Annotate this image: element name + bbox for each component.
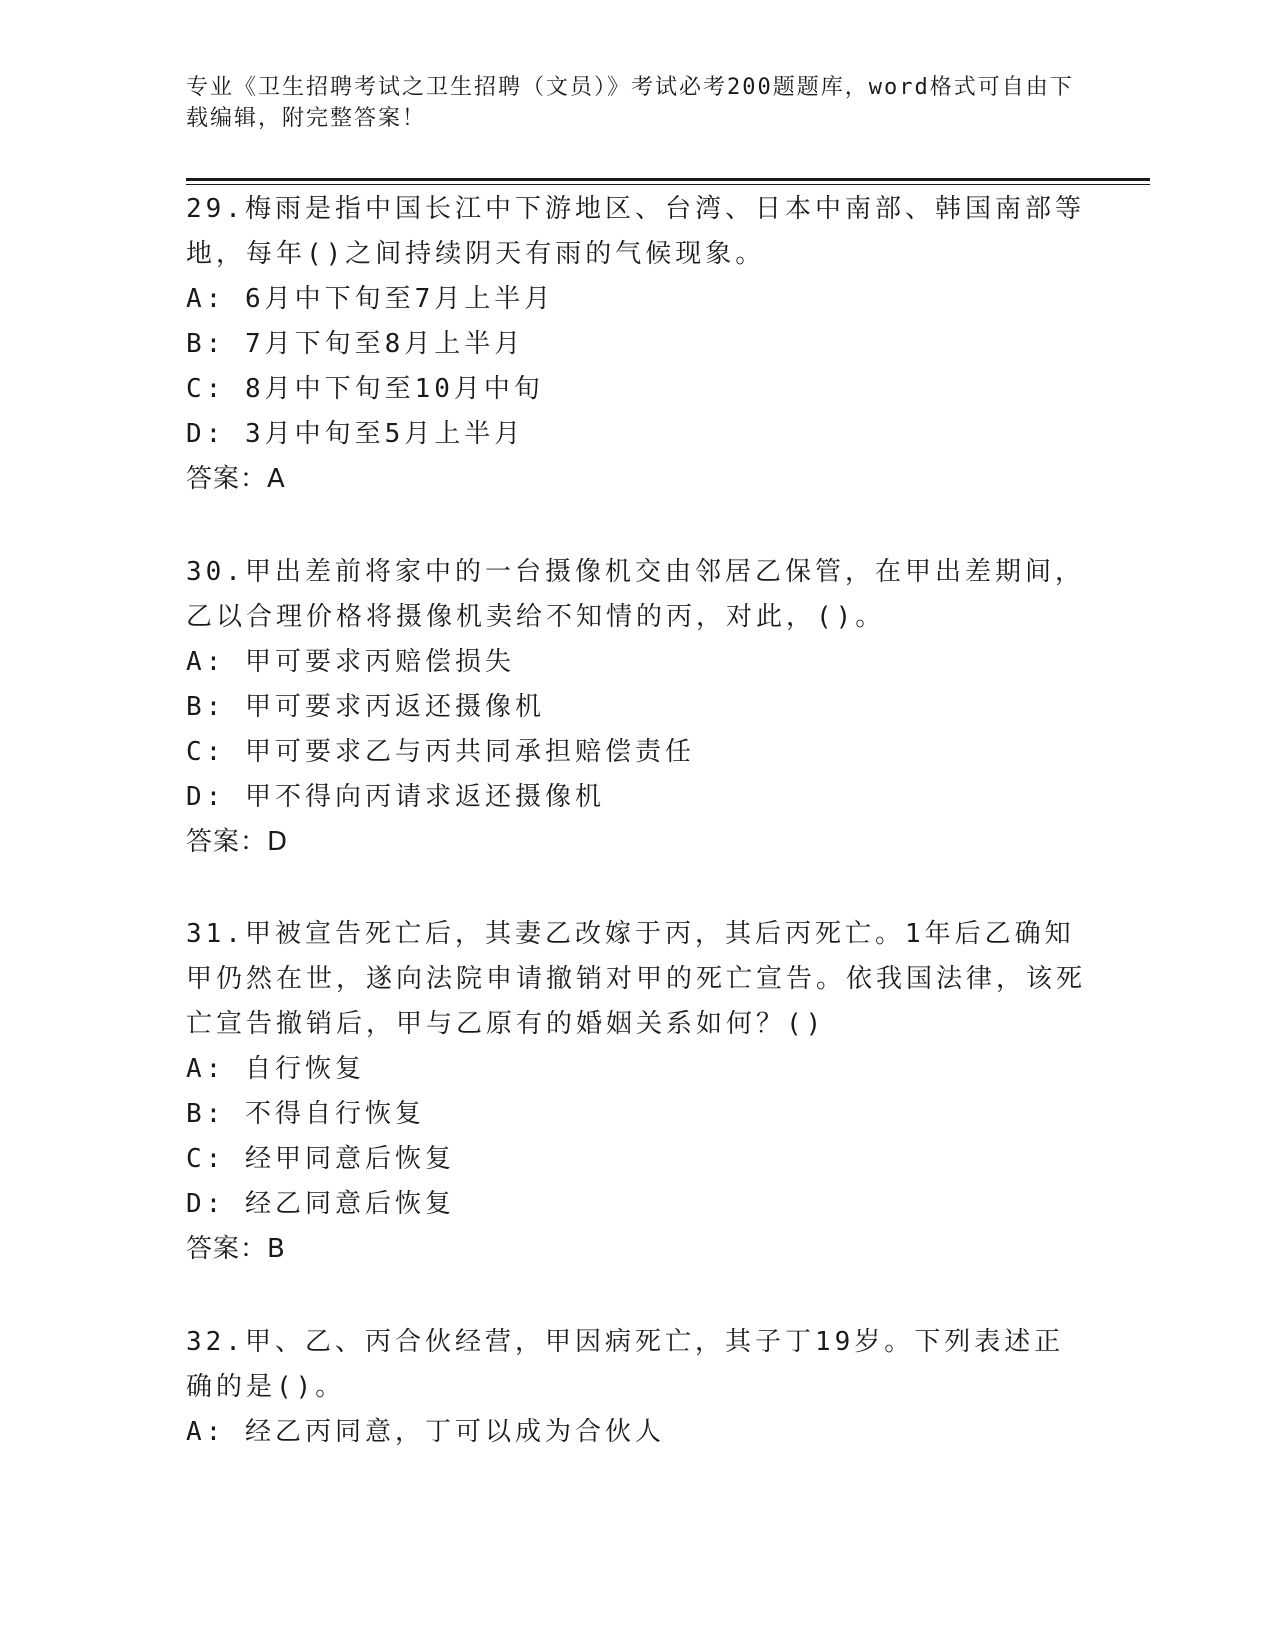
option-b: B: 7月下旬至8月上半月	[186, 329, 525, 359]
option-a: A: 自行恢复	[186, 1054, 365, 1084]
option-d: D: 经乙同意后恢复	[186, 1189, 455, 1219]
question-29	[186, 187, 1086, 502]
question-stem: 29.梅雨是指中国长江中下游地区、台湾、日本中南部、韩国南部等地，每年()之间持续阴天有雨的气候现象。	[186, 194, 1085, 269]
answer: 答案：A	[186, 464, 286, 494]
header-divider-thick	[186, 178, 1150, 181]
option-b: B: 甲可要求丙返还摄像机	[186, 692, 545, 722]
question-30	[186, 550, 1086, 865]
option-c: C: 8月中下旬至10月中旬	[186, 374, 544, 404]
document-header: 专业《卫生招聘考试之卫生招聘（文员）》考试必考200题题库，word格式可自由下载编辑，附完整答案！	[186, 75, 1074, 131]
answer: 答案：D	[186, 827, 289, 857]
option-a: A: 经乙丙同意，丁可以成为合伙人	[186, 1417, 665, 1447]
option-b: B: 不得自行恢复	[186, 1099, 425, 1129]
question-stem: 31.甲被宣告死亡后，其妻乙改嫁于丙，其后丙死亡。1年后乙确知甲仍然在世，遂向法院申请撤销对甲的死亡宣告。依我国法律，该死亡宣告撤销后，甲与乙原有的婚姻关系如何？()	[186, 919, 1087, 1039]
answer: 答案：B	[186, 1234, 286, 1264]
option-a: A: 甲可要求丙赔偿损失	[186, 647, 515, 677]
header-divider-thin	[186, 184, 1150, 185]
option-a: A: 6月中下旬至7月上半月	[186, 284, 555, 314]
option-d: D: 3月中旬至5月上半月	[186, 419, 525, 449]
question-32	[186, 1320, 1086, 1455]
option-d: D: 甲不得向丙请求返还摄像机	[186, 782, 605, 812]
question-stem: 32.甲、乙、丙合伙经营，甲因病死亡，其子丁19岁。下列表述正确的是()。	[186, 1327, 1065, 1402]
option-c: C: 经甲同意后恢复	[186, 1144, 455, 1174]
option-c: C: 甲可要求乙与丙共同承担赔偿责任	[186, 737, 695, 767]
question-31	[186, 912, 1086, 1272]
question-stem: 30.甲出差前将家中的一台摄像机交由邻居乙保管，在甲出差期间，乙以合理价格将摄像机卖给不知情的丙，对此，()。	[186, 557, 1085, 632]
